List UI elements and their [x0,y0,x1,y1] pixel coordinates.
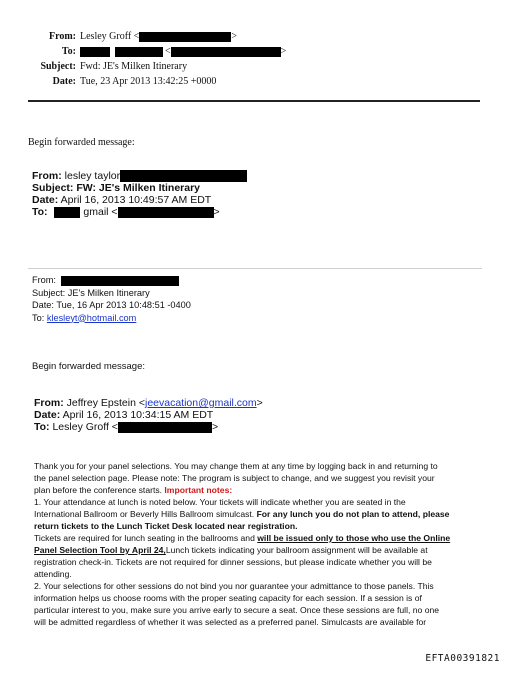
email-header-innermost [34,397,263,433]
redaction-box [118,422,212,433]
subject-label: Subject: [32,182,74,194]
body-line: 2. Your selections for other sessions do not bind you nor guarantee your admittance to those panels. This [34,581,434,591]
document-id: EFTA00391821 [425,653,500,664]
from-close: > [256,397,263,409]
date-label: Date: [52,76,76,87]
from-label: From: [32,170,62,182]
date-label: Date: [34,409,61,421]
section-divider [28,268,482,269]
forward-notice: Begin forwarded message: [28,137,135,148]
redaction-box [115,47,163,57]
from-label: From: [34,397,64,409]
subject-row [32,182,247,194]
redaction-box [61,276,179,286]
to-value: Lesley Groff < [52,421,118,433]
from-row [32,170,247,182]
body-line: International Ballroom or Beverly Hills Ballroom simulcast. For any lunch you do not plan to attend, please [34,509,450,519]
redaction-box [139,32,231,42]
subject-value: FW: JE's Milken Itinerary [76,182,201,194]
subject-row: Subject: JE's Milken Itinerary [32,287,150,298]
from-row [34,397,263,409]
redaction-box [80,47,110,57]
header-divider [28,100,480,102]
to-email-link[interactable]: klesleyt@hotmail.com [46,312,137,323]
to-open: < [165,46,171,57]
important-notes-label: Important notes: [164,485,233,495]
body-line: return tickets to the Lunch Ticket Desk located near registration. [34,521,298,531]
redaction-box [118,207,214,218]
email-header-original [32,274,191,324]
to-row [34,421,263,433]
to-label: To: [32,312,45,323]
redaction-box [54,207,80,218]
message-body [34,460,484,628]
date-value: April 16, 2013 10:49:57 AM EDT [60,194,212,206]
to-row [32,206,247,218]
to-label: To: [32,206,48,218]
from-label: From: [32,275,56,285]
redaction-box [120,170,247,182]
from-row [32,274,191,287]
body-line: will be admitted regardless of whether it was selected as a preferred panel. Simulcasts are available for [34,617,427,627]
to-row [32,312,191,325]
subject-label: Subject: [40,61,76,72]
to-label: To: [61,46,76,57]
body-line: attending. [34,569,72,579]
date-row [32,194,247,206]
email-header-forwarded [32,170,247,218]
from-label: From: [48,31,76,42]
body-line: registration check-in. Tickets are not required for dinner sessions, but please indicate whether you will be [34,557,432,567]
to-close: > [211,421,219,433]
body-line: plan before the conference starts. Important notes: [34,485,233,495]
body-line: Thank you for your panel selections. You may change them at any time by logging back in and returning to [34,461,438,471]
date-row [34,409,263,421]
redaction-box [171,47,281,57]
to-value: gmail < [83,206,118,218]
subject-value: Fwd: JE's Milken Itinerary [80,61,188,72]
body-line: the panel selection page. Please note: The program is subject to change, and we suggest you revisit your [34,473,435,483]
date-row: Date: Tue, 16 Apr 2013 10:48:51 -0400 [32,300,191,310]
body-line: information helps us choose rooms with the proper seating capacity for each session. If a session is of [34,593,422,603]
body-line: particular interest to you, make sure you arrive early to secure a seat. Once these sessions are full, no one [34,605,440,615]
from-value: Lesley Groff < [80,31,140,42]
forward-notice: Begin forwarded message: [32,361,146,372]
body-line: Tickets are required for lunch seating in the ballrooms and will be issued only to those who use the Online [34,533,451,543]
from-value: Jeffrey Epstein < [66,397,145,409]
from-value: lesley taylor [64,170,121,182]
to-label: To: [34,421,50,433]
body-line: Panel Selection Tool by April 24,Lunch tickets indicating your ballroom assignment will be available at [34,545,428,555]
body-line: 1. Your attendance at lunch is noted below. Your tickets will indicate whether you are seated in the [34,497,406,507]
date-value: Tue, 23 Apr 2013 13:42:25 +0000 [80,76,217,87]
date-value: April 16, 2013 10:34:15 AM EDT [62,409,214,421]
date-label: Date: [32,194,59,206]
from-close: > [231,31,237,42]
to-close: > [280,46,287,57]
to-close: > [213,206,220,218]
from-email-link[interactable]: jeevacation@gmail.com [144,397,257,409]
